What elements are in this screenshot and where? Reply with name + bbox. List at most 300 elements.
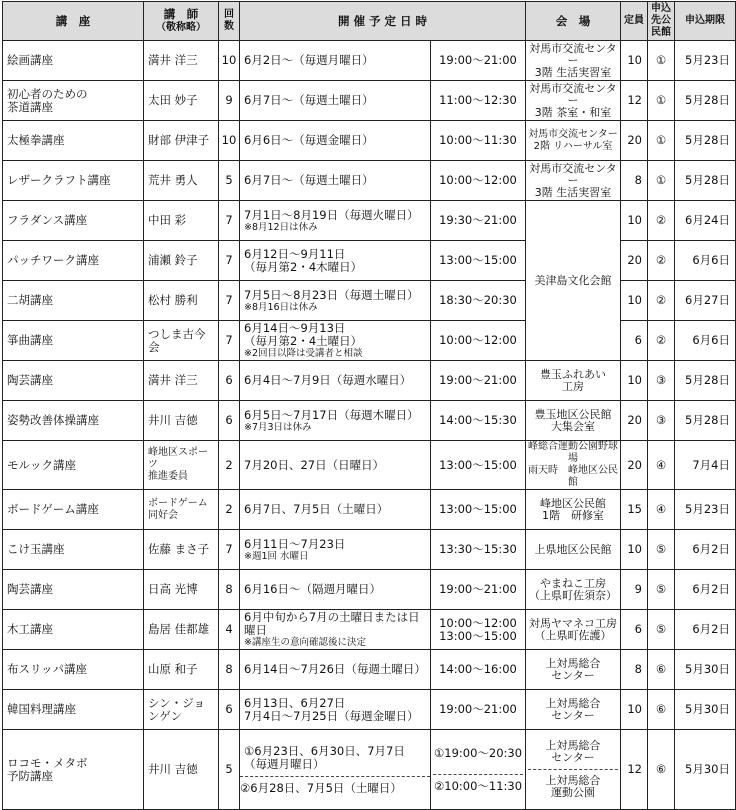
cell-text: ②	[655, 333, 667, 347]
cell-text: 6月11日～7月23日	[244, 536, 346, 551]
table-row	[3, 610, 736, 650]
course-name	[3, 690, 144, 730]
course-name	[3, 650, 144, 690]
capacity	[621, 610, 648, 650]
header-venue: 会 場	[526, 2, 621, 41]
cell-text: モルック講座	[7, 457, 76, 472]
deadline	[675, 201, 736, 241]
cell-text: ※週1回 水曜日	[244, 550, 309, 562]
cell-text: 6	[225, 413, 233, 427]
cell-text: 12	[627, 762, 642, 776]
office-number	[648, 361, 675, 401]
cell-text: 8	[225, 582, 233, 596]
course-name	[3, 490, 144, 530]
table-row	[3, 690, 736, 730]
schedule-date	[240, 610, 431, 650]
cell-text: 13:00～15:00	[439, 502, 517, 516]
deadline	[675, 730, 736, 810]
cell-text: ①19:00～20:30	[433, 745, 523, 760]
schedule-time	[431, 690, 526, 730]
capacity	[621, 241, 648, 281]
cell-text: 7	[225, 293, 233, 307]
cell-text: 5月28日	[685, 413, 730, 427]
cell-text: ロコモ・メタボ 予防講座	[7, 755, 88, 783]
cell-text: 6	[634, 622, 642, 636]
cell-text: 10:00～12:00 13:00～15:00	[439, 615, 517, 643]
capacity	[621, 281, 648, 321]
lecturer-name	[144, 490, 219, 530]
schedule-date	[240, 650, 431, 690]
cell-text: 18:30～20:30	[439, 293, 517, 307]
cell-text: 満井 洋三	[148, 53, 198, 67]
cell-text: 箏曲講座	[7, 333, 53, 347]
cell-text: 島居 佳都雄	[148, 622, 210, 636]
cell-text: 峰地区スポーツ 推進委員	[148, 447, 208, 482]
cell-text: ※8月16日は休み	[244, 301, 318, 313]
header-sessions: 回数	[219, 2, 240, 41]
course-name	[3, 161, 144, 201]
capacity	[621, 81, 648, 121]
office-number	[648, 201, 675, 241]
cell-text: 絵画講座	[7, 53, 53, 67]
capacity	[621, 41, 648, 81]
lecturer-name	[144, 241, 219, 281]
lecturer-name	[144, 441, 219, 490]
lecturer-name	[144, 361, 219, 401]
cell-text: 13:00～15:00	[439, 253, 517, 267]
cell-text: ※2回目以降は受講者と相談	[244, 348, 363, 359]
table-row	[3, 161, 736, 201]
office-number	[648, 121, 675, 161]
lecturer-name	[144, 321, 219, 361]
cell-text: 松村 勝利	[148, 293, 198, 307]
deadline	[675, 161, 736, 201]
session-count	[219, 161, 240, 201]
cell-text: 9	[225, 93, 233, 107]
venue-name	[526, 161, 621, 201]
venue-name	[526, 361, 621, 401]
office-number	[648, 690, 675, 730]
deadline	[675, 441, 736, 490]
cell-text: 豊玉地区公民館 大集会室	[534, 407, 612, 433]
cell-text: ※7月3日は休み	[244, 421, 312, 433]
cell-text: 6月7日～（毎週土曜日）	[244, 173, 374, 187]
cell-text: 10	[627, 373, 642, 387]
cell-text: 太極拳講座	[7, 133, 65, 147]
table-row	[3, 490, 736, 530]
course-name	[3, 201, 144, 241]
session-count	[219, 610, 240, 650]
cell-text: 6月6日	[692, 333, 730, 347]
deadline	[675, 650, 736, 690]
table-row	[3, 401, 736, 441]
schedule-time	[431, 441, 526, 490]
cell-text: 19:30～21:00	[439, 213, 517, 227]
cell-text: 13:00～15:00	[439, 457, 517, 472]
office-number	[648, 610, 675, 650]
cell-text: ②	[655, 253, 667, 267]
capacity	[621, 201, 648, 241]
cell-text: ①	[655, 53, 667, 67]
cell-text: 10:00～12:00	[439, 173, 517, 187]
cell-text: フラダンス講座	[7, 213, 88, 227]
session-count	[219, 530, 240, 570]
cell-text: ※8月12日は休み	[244, 221, 318, 233]
lecturer-name	[144, 81, 219, 121]
capacity	[621, 570, 648, 610]
cell-text: ①	[655, 173, 667, 187]
office-number	[648, 401, 675, 441]
deadline	[675, 530, 736, 570]
cell-text: 布スリッパ講座	[7, 662, 88, 676]
cell-text: ボードゲーム講座	[7, 502, 99, 516]
cell-text: 7	[225, 213, 233, 227]
lecturer-name	[144, 730, 219, 810]
schedule-time	[431, 361, 526, 401]
venue-name	[526, 121, 621, 161]
table-row	[3, 730, 736, 810]
cell-text: 5月28日	[685, 133, 730, 147]
cell-text: ③	[655, 373, 667, 387]
schedule-date	[240, 281, 431, 321]
cell-text: ④	[655, 457, 667, 472]
cell-text: 5月28日	[685, 173, 730, 187]
cell-text: 10	[221, 53, 237, 67]
lecturer-name	[144, 201, 219, 241]
cell-text: 韓国料理講座	[7, 702, 76, 716]
lecturer-name	[144, 281, 219, 321]
lecturer-name	[144, 530, 219, 570]
cell-text: 11:00～12:30	[439, 93, 517, 107]
header-lecturer	[144, 2, 219, 41]
venue-name	[526, 570, 621, 610]
header-schedule: 開 催 予 定 日 時	[240, 2, 526, 41]
cell-text: 7月1日～8月19日（毎週火曜日）	[244, 207, 419, 222]
schedule-time	[431, 530, 526, 570]
course-name	[3, 121, 144, 161]
cell-text: 6月27日	[685, 293, 730, 307]
capacity	[621, 441, 648, 490]
table-row	[3, 361, 736, 401]
office-number	[648, 490, 675, 530]
cell-text: 7	[225, 542, 233, 556]
cell-text: ②6月28日、7月5日（土曜日）	[240, 776, 430, 795]
cell-text: 20	[627, 253, 642, 267]
session-count	[219, 121, 240, 161]
cell-text: 10	[627, 213, 642, 227]
cell-text: 上県地区公民館	[534, 542, 612, 556]
cell-text: 6	[225, 702, 233, 716]
cell-text: 6月13日、6月27日 7月4日～7月25日（毎週金曜日）	[244, 695, 419, 723]
capacity	[621, 530, 648, 570]
cell-text: レザークラフト講座	[7, 173, 111, 187]
cell-text: 太田 妙子	[148, 93, 198, 107]
office-number	[648, 730, 675, 810]
cell-text: ※講座生の意向確認後に決定	[244, 637, 366, 648]
session-count	[219, 401, 240, 441]
office-number	[648, 241, 675, 281]
course-name	[3, 281, 144, 321]
session-count	[219, 570, 240, 610]
office-number	[648, 161, 675, 201]
cell-text: 6月2日	[692, 582, 730, 596]
cell-text: 5月23日	[685, 502, 730, 516]
cell-text: 8	[634, 662, 642, 676]
schedule-date	[240, 81, 431, 121]
cell-text: 5	[225, 173, 233, 187]
cell-text: ②10:00～11:30	[431, 774, 526, 793]
cell-text: 12	[627, 93, 642, 107]
cell-text: 初心者のための 茶道講座	[7, 86, 88, 114]
schedule-date	[240, 201, 431, 241]
lecturer-name	[144, 570, 219, 610]
session-count	[219, 201, 240, 241]
office-number	[648, 530, 675, 570]
cell-text: ⑥	[655, 702, 667, 716]
schedule-time	[431, 161, 526, 201]
cell-text: 日高 光博	[148, 582, 198, 596]
office-number	[648, 81, 675, 121]
deadline	[675, 690, 736, 730]
cell-text: 13:30～15:30	[439, 542, 517, 556]
table-row	[3, 321, 736, 361]
cell-text: 木工講座	[7, 622, 53, 636]
session-count	[219, 241, 240, 281]
venue-name	[526, 81, 621, 121]
schedule-date	[240, 241, 431, 281]
venue-name	[526, 41, 621, 81]
session-count	[219, 690, 240, 730]
cell-text: 6月6日～（毎週金曜日）	[244, 133, 374, 147]
course-name	[3, 610, 144, 650]
cell-text: 5月30日	[685, 702, 730, 716]
capacity	[621, 730, 648, 810]
cell-text: 7月4日	[692, 457, 730, 472]
capacity	[621, 361, 648, 401]
course-schedule-table	[2, 1, 736, 810]
table-row	[3, 281, 736, 321]
cell-text: ⑤	[655, 542, 667, 556]
session-count	[219, 41, 240, 81]
header-lecturer-label: 講 師	[163, 7, 199, 21]
lecturer-name	[144, 161, 219, 201]
venue-name	[526, 690, 621, 730]
office-number	[648, 281, 675, 321]
table-body	[3, 41, 736, 810]
venue-name	[526, 401, 621, 441]
cell-text: 上対馬総合 センター	[545, 696, 601, 722]
cell-text: 14:00～15:30	[439, 413, 517, 427]
cell-text: 峰総合運動公園野球場 雨天時 峰地区公民館	[528, 441, 618, 488]
header-lecturer-sub: （敬称略）	[156, 22, 206, 33]
cell-text: ボードゲーム 同好会	[148, 497, 208, 521]
schedule-date	[240, 730, 431, 810]
office-number	[648, 321, 675, 361]
cell-text: 2	[225, 502, 233, 516]
capacity	[621, 650, 648, 690]
cell-text: 峰地区公民館 1階 研修室	[540, 496, 606, 522]
table-row	[3, 650, 736, 690]
deadline	[675, 121, 736, 161]
cell-text: 財部 伊津子	[148, 133, 210, 147]
cell-text: ⑥	[655, 662, 667, 676]
cell-text: 6月2日	[692, 542, 730, 556]
schedule-time	[431, 321, 526, 361]
schedule-date	[240, 441, 431, 490]
deadline	[675, 321, 736, 361]
cell-text: 15	[627, 502, 642, 516]
table-row	[3, 241, 736, 281]
deadline	[675, 241, 736, 281]
cell-text: 20	[627, 133, 642, 147]
cell-text: 20	[627, 413, 642, 427]
table-row	[3, 41, 736, 81]
venue-shared	[526, 201, 621, 361]
schedule-time	[431, 281, 526, 321]
cell-text: 6月6日	[692, 253, 730, 267]
cell-text: 19:00～21:00	[439, 373, 517, 387]
deadline	[675, 610, 736, 650]
course-name	[3, 530, 144, 570]
capacity	[621, 161, 648, 201]
cell-text: 対馬市交流センター 3階 茶室・和室	[529, 81, 617, 119]
cell-text: 陶芸講座	[7, 373, 53, 387]
cell-text: 5月30日	[685, 662, 730, 676]
cell-text: ⑤	[655, 582, 667, 596]
cell-text: 10:00～11:30	[439, 133, 517, 147]
cell-text: 満井 洋三	[148, 373, 198, 387]
course-name	[3, 321, 144, 361]
deadline	[675, 281, 736, 321]
schedule-date	[240, 321, 431, 361]
lecturer-name	[144, 650, 219, 690]
office-number	[648, 650, 675, 690]
session-count	[219, 361, 240, 401]
deadline	[675, 41, 736, 81]
cell-text: 19:00～21:00	[439, 702, 517, 716]
office-number	[648, 41, 675, 81]
cell-text: 井川 吉徳	[148, 413, 198, 427]
schedule-time	[431, 570, 526, 610]
cell-text: 6月4日～7月9日（毎週水曜日）	[244, 373, 412, 387]
cell-text: 5月28日	[685, 373, 730, 387]
venue-name	[526, 730, 621, 810]
session-count	[219, 281, 240, 321]
schedule-date	[240, 401, 431, 441]
session-count	[219, 730, 240, 810]
cell-text: 上対馬総合 センター	[545, 656, 601, 682]
cell-text: 6月14日～7月26日（毎週土曜日）	[244, 662, 426, 676]
cell-text: 7月20日、27日（日曜日）	[244, 457, 385, 472]
deadline	[675, 401, 736, 441]
schedule-date	[240, 121, 431, 161]
cell-text: 10	[627, 702, 642, 716]
office-number	[648, 570, 675, 610]
venue-name	[526, 610, 621, 650]
course-name	[3, 41, 144, 81]
cell-text: 6月5日～7月17日（毎週木曜日）	[244, 407, 419, 422]
cell-text: こけ玉講座	[7, 542, 65, 556]
cell-text: 2	[225, 457, 233, 472]
cell-text: 佐藤 まさ子	[148, 542, 210, 556]
schedule-time	[431, 401, 526, 441]
schedule-time	[431, 81, 526, 121]
session-count	[219, 321, 240, 361]
lecturer-name	[144, 401, 219, 441]
cell-text: ⑤	[655, 622, 667, 636]
schedule-date	[240, 530, 431, 570]
cell-text: 5	[225, 762, 233, 776]
table-row	[3, 121, 736, 161]
header-capacity: 定員	[621, 2, 648, 41]
capacity	[621, 121, 648, 161]
schedule-time	[431, 201, 526, 241]
cell-text: ④	[655, 502, 667, 516]
capacity	[621, 321, 648, 361]
cell-text: 上対馬総合 センター	[545, 739, 601, 764]
schedule-time	[431, 121, 526, 161]
cell-text: 浦瀬 鈴子	[148, 253, 198, 267]
schedule-date	[240, 41, 431, 81]
cell-text: 6月7日、7月5日（土曜日）	[244, 502, 389, 516]
cell-text: 10	[627, 542, 642, 556]
cell-text: 6	[225, 373, 233, 387]
cell-text: 対馬市交流センター 3階 生活実習室	[529, 161, 617, 199]
schedule-time	[431, 490, 526, 530]
cell-text: 19:00～21:00	[439, 53, 517, 67]
cell-text: 6月7日～（毎週土曜日）	[244, 93, 374, 107]
deadline	[675, 570, 736, 610]
header-office: 申込先公民館	[648, 2, 675, 41]
cell-text: 上対馬総合 運動公園	[526, 769, 621, 799]
cell-text: 7	[225, 333, 233, 347]
cell-text: 山原 和子	[148, 662, 198, 676]
deadline	[675, 490, 736, 530]
cell-text: 美津島文化会館	[534, 273, 612, 287]
schedule-date	[240, 361, 431, 401]
cell-text: やまねこ工房 （上県町佐須奈）	[529, 576, 617, 602]
cell-text: 14:00～16:00	[439, 662, 517, 676]
venue-name	[526, 650, 621, 690]
cell-text: ①	[655, 93, 667, 107]
cell-text: 5月23日	[685, 53, 730, 67]
table-row	[3, 441, 736, 490]
cell-text: 10	[221, 133, 237, 147]
lecturer-name	[144, 610, 219, 650]
cell-text: 20	[627, 457, 642, 472]
cell-text: 10	[627, 293, 642, 307]
deadline	[675, 81, 736, 121]
schedule-date	[240, 570, 431, 610]
capacity	[621, 690, 648, 730]
cell-text: ③	[655, 413, 667, 427]
cell-text: 6月16日～（隔週月曜日）	[244, 582, 381, 596]
table-row	[3, 570, 736, 610]
office-number	[648, 441, 675, 490]
table-row	[3, 530, 736, 570]
cell-text: 9	[634, 582, 642, 596]
table-row	[3, 81, 736, 121]
cell-text: 姿勢改善体操講座	[7, 413, 99, 427]
schedule-time	[431, 730, 526, 810]
course-name	[3, 81, 144, 121]
cell-text: 6月14日～9月13日 （毎月第2・4土曜日）	[244, 321, 363, 348]
cell-text: 10:00～12:00	[439, 333, 517, 347]
session-count	[219, 441, 240, 490]
cell-text: ②	[655, 213, 667, 227]
cell-text: 荒井 勇人	[148, 173, 198, 187]
cell-text: 4	[225, 622, 233, 636]
